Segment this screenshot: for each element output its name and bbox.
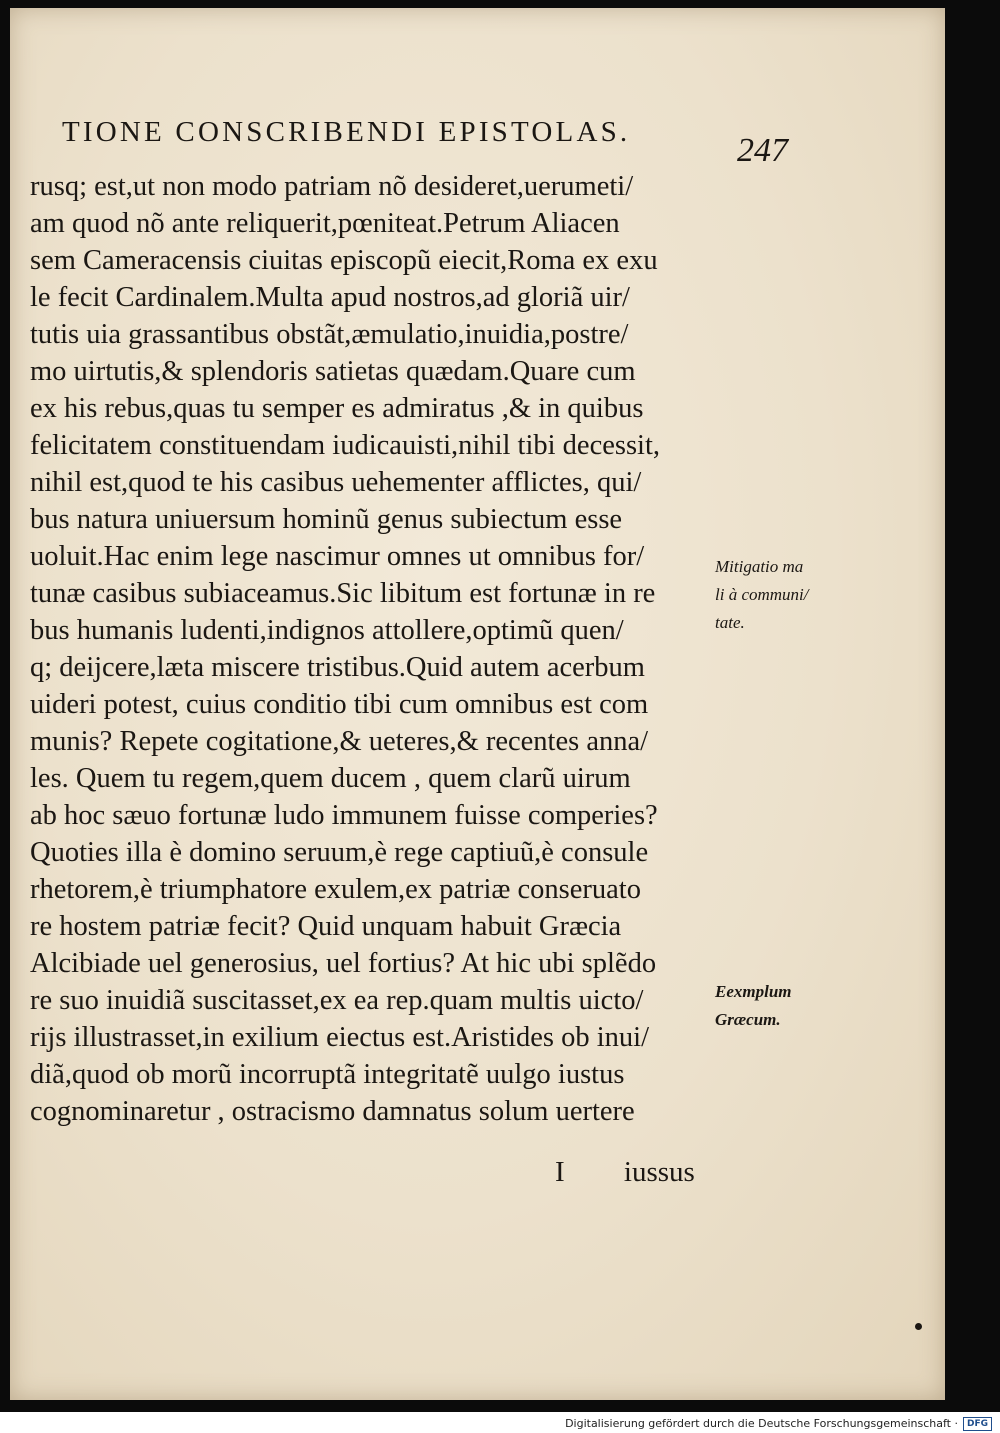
text-line: mo uirtutis,& splendoris satietas quædam.Quare cum bbox=[30, 356, 636, 387]
catchword: iussus bbox=[623, 1156, 695, 1188]
text-line: q; deijcere,læta miscere tristibus.Quid autem acerbum bbox=[30, 652, 645, 683]
text-line: bus natura uniuersum hominũ genus subiectum esse bbox=[30, 504, 623, 535]
text-line: cognominaretur , ostracismo damnatus solum uertere bbox=[30, 1096, 635, 1127]
text-line: sem Cameracensis ciuitas episcopũ eiecit,Roma ex exu bbox=[30, 245, 658, 276]
text-line: ex his rebus,quas tu semper es admiratus ,& in quibus bbox=[30, 393, 644, 424]
page-number: 247 bbox=[737, 132, 788, 169]
signature-mark: I bbox=[555, 1156, 565, 1188]
text-line: re hostem patriæ fecit? Quid unquam habuit Græcia bbox=[30, 911, 622, 942]
text-line: ab hoc sæuo fortunæ ludo immunem fuisse comperies? bbox=[30, 800, 658, 831]
ink-speck bbox=[915, 1323, 922, 1330]
marginal-note-mitigatio bbox=[715, 553, 855, 637]
book-page bbox=[10, 8, 945, 1400]
text-line: bus humanis ludenti,indignos attollere,optimũ quen/ bbox=[30, 615, 624, 646]
marginal-note-exemplum bbox=[715, 978, 855, 1034]
text-line: Alcibiade uel generosius, uel fortius? At hic ubi splẽdo bbox=[30, 948, 657, 979]
marginal-note-line: Mitigatio ma bbox=[715, 557, 804, 576]
running-head: TIONE CONSCRIBENDI EPISTOLAS. bbox=[62, 116, 631, 148]
text-line: Quoties illa è domino seruum,è rege captiuũ,è consule bbox=[30, 837, 649, 868]
marginal-note-line: Græcum. bbox=[715, 1010, 781, 1029]
text-line: re suo inuidiã suscitasset,ex ea rep.quam multis uicto/ bbox=[30, 985, 644, 1016]
signature-catchword-line bbox=[555, 1156, 695, 1189]
footer-credit: Digitalisierung gefördert durch die Deutsche Forschungsgemeinschaft · bbox=[565, 1417, 958, 1430]
text-line: tunæ casibus subiaceamus.Sic libitum est fortunæ in re bbox=[30, 578, 656, 609]
text-line: le fecit Cardinalem.Multa apud nostros,ad gloriã uir/ bbox=[30, 282, 630, 313]
text-line: felicitatem constituendam iudicauisti,nihil tibi decessit, bbox=[30, 430, 661, 461]
footer-bar bbox=[565, 1414, 992, 1433]
marginal-note-line: tate. bbox=[715, 613, 745, 632]
text-line: munis? Repete cogitatione,& ueteres,& recentes anna/ bbox=[30, 726, 649, 757]
dfg-logo: DFG bbox=[963, 1417, 992, 1431]
text-line: diã,quod ob morũ incorruptã integritatẽ uulgo iustus bbox=[30, 1059, 625, 1090]
text-line: uoluit.Hac enim lege nascimur omnes ut omnibus for/ bbox=[30, 541, 645, 572]
text-line: rusq; est,ut non modo patriam nõ desideret,uerumeti/ bbox=[30, 171, 634, 202]
text-line: am quod nõ ante reliquerit,pœniteat.Petrum Aliacen bbox=[30, 208, 620, 239]
text-line: nihil est,quod te his casibus uehementer afflictes, qui/ bbox=[30, 467, 642, 498]
main-text-block bbox=[30, 168, 720, 1130]
marginal-note-line: Eexmplum bbox=[715, 982, 792, 1001]
text-line: rijs illustrasset,in exilium eiectus est.Aristides ob inui/ bbox=[30, 1022, 650, 1053]
text-line: rhetorem,è triumphatore exulem,ex patriæ conseruato bbox=[30, 874, 641, 905]
text-line: uideri potest, cuius conditio tibi cum omnibus est com bbox=[30, 689, 649, 720]
text-line: tutis uia grassantibus obstãt,æmulatio,inuidia,postre/ bbox=[30, 319, 629, 350]
marginal-note-line: li à communi/ bbox=[715, 585, 809, 604]
text-line: les. Quem tu regem,quem ducem , quem clarũ uirum bbox=[30, 763, 631, 794]
